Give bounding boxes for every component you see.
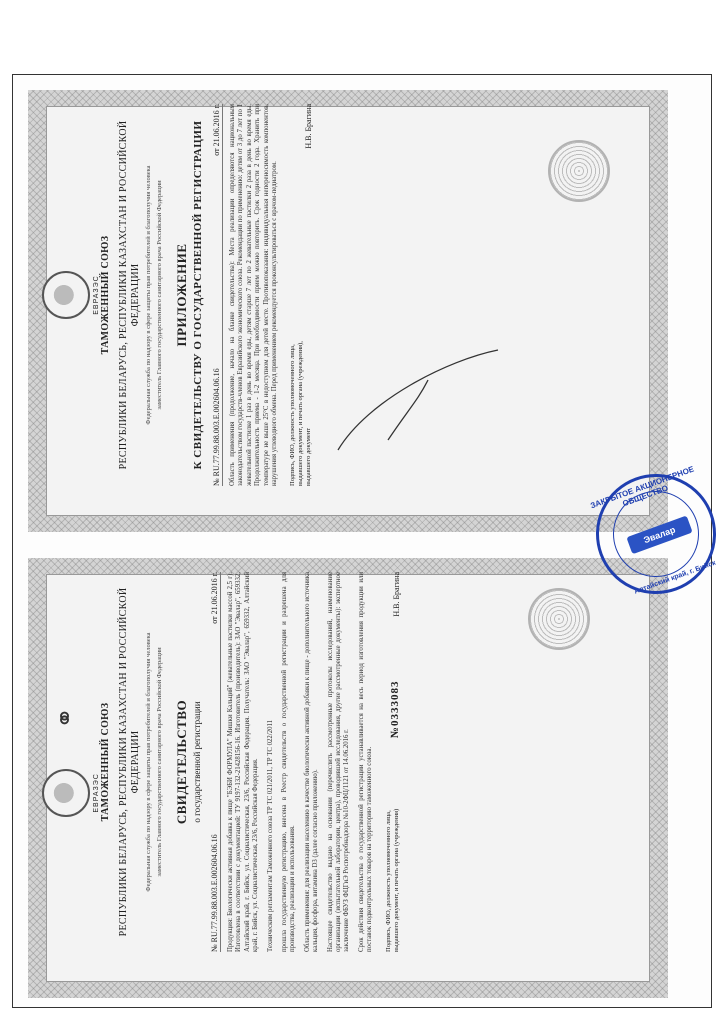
emblem-caption: ЕВРАЗЭС: [93, 773, 100, 813]
certificate-agency-sub: заместитель Главного государственного санитарного врача Российской Федерации: [156, 647, 163, 877]
customs-union-logo-icon: ⚭: [51, 707, 81, 729]
certificate-emblem-row: [38, 572, 100, 952]
certificate-product: Продукция: Биологически активная добавка к пище "БЭБИ ФОРМУЛА" Мишки Кальций" (жевательные пастилки массой 2,5 г). Изготовлена в соответствии с документацией: ТУ 9197-132-21428156-16. Изготовитель (производитель): ЗАО "Эвалар", 659332, Алтайский край, г. Бийск, ул. Социалистическая, 23/6, Российская Федерация. Получатель: ЗАО "Эвалар", 659332, Алтайский край, г. Бийск, ул. Социалистическая, 23/6, Российская Федерация.: [227, 572, 260, 952]
appendix-page: [28, 90, 668, 532]
stamp-center-label: Эвалар: [626, 515, 692, 554]
certificate-scope: Область применения: для реализации населению в качестве биологически активной добавки к пище - дополнительного источника кальция, фосфора, витамина D3 (далее согласно приложению).: [303, 572, 320, 952]
appendix-agency-sub: заместитель Главного государственного санитарного врача Российской Федерации: [156, 180, 163, 410]
certificate-number-line: [210, 572, 221, 952]
certificate-sig-caption: Подпись, ФИО, должность уполномоченного лица, выдавшего документ, и печать органа (учреждения): [384, 808, 400, 952]
stamp-text-top: ЗАКРЫТОЕ АКЦИОНЕРНОЕ ОБЩЕСТВО: [589, 464, 696, 511]
official-seal-icon: [548, 140, 610, 202]
appendix-signature-row: [289, 104, 313, 486]
appendix-subtitle: К СВИДЕТЕЛЬСТВУ О ГОСУДАРСТВЕННОЙ РЕГИСТРАЦИИ: [192, 120, 204, 470]
date-label: от: [210, 616, 219, 624]
certificate-union: ТАМОЖЕННЫЙ СОЮЗ: [100, 702, 111, 822]
eurasec-emblem-icon: [42, 769, 100, 817]
certificate-number: RU.77.99.88.003.Е.002604.06.16: [210, 834, 219, 943]
date-label: от: [212, 148, 221, 156]
appendix-date: 21.06.2016 г.: [212, 104, 221, 147]
certificate-page: [28, 558, 668, 998]
diagonal-signature-icon: [328, 340, 508, 470]
appendix-sig-caption: Подпись, ФИО, должность уполномоченного лица, выдавшего документ, и печать органа (учреждения), выдавшего документ: [289, 341, 313, 486]
appendix-body: Область применения (продолжение, начало на бланке свидетельства): Места реализации определяются национальным законодательством государств-членов Евразийского экономического союза. Рекомендации по применению: детям от 3 до 7 лет по 1 жевательной пастилке 1 раз в день во время еды, детям старше 7 лет по 2 жевательные пастилки 2 раза в день во время еды. Продолжительность приема - 1-2 месяца. При необходимости прием можно повторить. Срок годности 2 года. Хранить при температуре не выше 25°С в недоступном для детей месте. Противопоказания: индивидуальная непереносимость компонентов, нарушения углеводного обмена. Перед применением рекомендуется проконсультироваться с врачом-педиатром.: [229, 104, 279, 486]
appendix-union: ТАМОЖЕННЫЙ СОЮЗ: [100, 235, 111, 355]
appendix-republics: РЕСПУБЛИКИ БЕЛАРУСЬ, РЕСПУБЛИКИ КАЗАХСТАН И РОССИЙСКОЙ ФЕДЕРАЦИИ: [118, 120, 141, 470]
number-label: №: [210, 944, 219, 952]
appendix-number: RU.77.99.88.003.Е.002604.06.16: [212, 368, 221, 477]
official-seal-icon: [528, 588, 590, 650]
eurasec-emblem-icon: [42, 271, 100, 319]
certificate-signature-row: [385, 572, 401, 952]
certificate-republics: РЕСПУБЛИКИ БЕЛАРУСЬ, РЕСПУБЛИКИ КАЗАХСТАН И РОССИЙСКОЙ ФЕДЕРАЦИИ: [118, 587, 141, 937]
certificate-validity: Срок действия свидетельства о государственной регистрации устанавливается на весь период изготовления продукции или поставок подконтрольных товаров на территорию таможенного союза.: [357, 572, 374, 952]
appendix-emblem-row: [38, 104, 100, 486]
certificate-subtitle: о государственной регистрации: [192, 701, 202, 823]
number-label: №: [212, 478, 221, 486]
appendix-signer: Н.В. Брагина: [304, 104, 314, 149]
certificate-agency: Федеральная служба по надзору в сфере защиты прав потребителей и благополучия человека: [145, 632, 152, 892]
certificate-serial: №0333083: [388, 680, 401, 739]
emblem-caption: ЕВРАЗЭС: [93, 275, 100, 315]
appendix-number-line: [212, 104, 223, 486]
stamp-text-bottom: Алтайский край, г. Бийск: [633, 559, 717, 596]
certificate-basis: Настоящее свидетельство выдано на основании (перечислить рассмотренные протоколы исследований, наименование организации (испытательной лаборатории, центра), проводившей исследования, другие рассмотренные документы): экспертное заключение ФБУЗ ФЦГиЭ Роспотребнадзора №10-2ФЦ/1121 от 14.06.2016 г.: [326, 572, 351, 952]
certificate-signer: Н.В. Брагина: [391, 572, 401, 617]
certificate-title: СВИДЕТЕЛЬСТВО: [174, 699, 189, 825]
certificate-date: 21.06.2016 г.: [210, 572, 219, 615]
certificate-conformity: Техническим регламентам Таможенного союза ТР ТС 021/2011, ТР ТС 022/2011: [266, 719, 274, 952]
appendix-title: ПРИЛОЖЕНИЕ: [174, 243, 189, 347]
appendix-agency: Федеральная служба по надзору в сфере защиты прав потребителей и благополучия человека: [145, 165, 152, 425]
certificate-register: прошла государственную регистрацию, внесена в Реестр свидетельств о государственной регистрации и разрешена для производства, реализации и использования.: [281, 572, 297, 952]
